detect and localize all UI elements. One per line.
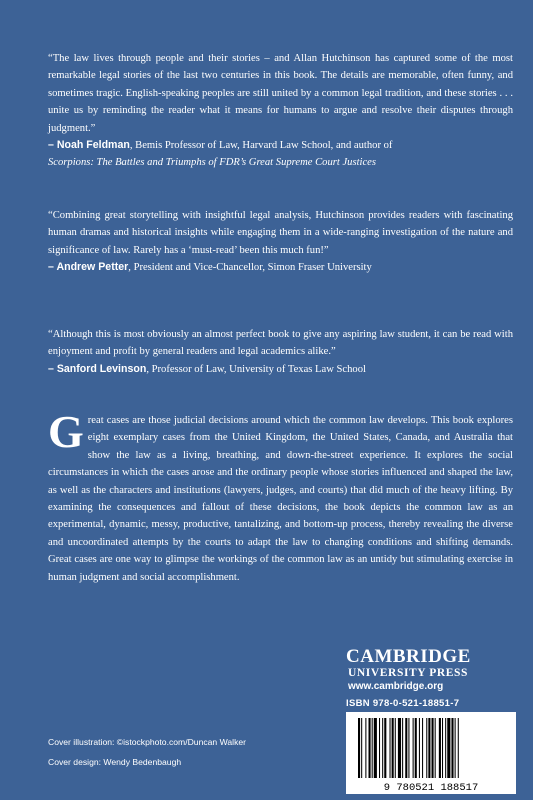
quote-author: – Sanford Levinson	[48, 362, 147, 375]
publisher-logo	[346, 647, 516, 694]
review-quote-petter	[48, 207, 513, 277]
quote-book-title: Scorpions: The Battles and Triumphs of FDR’s Great Supreme Court Justices	[48, 157, 377, 169]
quote-attribution	[48, 259, 513, 276]
barcode	[346, 712, 516, 794]
quote-author: – Noah Feldman	[48, 139, 130, 152]
cover-illustration-credit: Cover illustration: ©istockphoto.com/Duncan Walker	[48, 737, 247, 747]
isbn-label: ISBN 978-0-521-18851-7	[346, 698, 460, 709]
description-text: reat cases are those judicial decisions around which the common law develops. This book explores eight exemplary cases from the United Kingdom, the United States, Canada, and Australia that show the law as a living, breathing, and down-the-street experience. It explores the social circumstances in which the cases arose and the ordinary people whose stories influenced and shaped the law, as well as the characters and institutions (lawyers, judges, and courts) that did much of the heavy lifting. By examining the consequences and fallout of these decisions, the book depicts the common law as an experimental, dynamic, messy, productive, tantalizing, and bottom-up process, thereby revealing the diverse and uncoordinated attempts by the courts to adapt the law to changing conditions and shifting demands. Great cases are one way to glimpse the workings of the common law as an untidy but stimulating exercise in human judgment and social accomplishment.	[48, 415, 513, 583]
barcode-digits: 9 780521 188517	[383, 782, 479, 794]
quote-affiliation: , President and Vice-Chancellor, Simon Fraser University	[128, 262, 372, 274]
review-quote-feldman	[48, 50, 513, 172]
cover-design-credit: Cover design: Wendy Bedenbaugh	[48, 757, 182, 767]
quote-affiliation: , Professor of Law, University of Texas Law School	[146, 363, 366, 375]
publisher-subtitle: UNIVERSITY PRESS	[348, 667, 469, 679]
quote-text: “Combining great storytelling with insightful legal analysis, Hutchinson provides readers with fascinating human dramas and historical insights while engaging them in a wide-ranging investigation of the nature and significance of law. Rarely has a ‘must-read’ been this much fun!”	[48, 210, 513, 256]
quote-affiliation: , Bemis Professor of Law, Harvard Law School, and author of	[129, 140, 393, 152]
quote-text: “The law lives through people and their stories – and Allan Hutchinson has captured some of the most remarkable legal stories of the last two centuries in this book. The details are memorable, often funny, and sometimes tragic. English-speaking peoples are still united by a common legal tradition, and these stories . . . unite us by reminding the reader what it means for humans to argue and resolve their disputes through judgment.”	[48, 53, 513, 134]
book-description	[48, 406, 513, 586]
quote-text: “Although this is most obviously an almost perfect book to give any aspiring law student, it can be read with enjoyment and profit by general readers and legal academics alike.”	[48, 329, 513, 358]
publisher-name: CAMBRIDGE	[346, 646, 471, 667]
quote-attribution	[48, 137, 513, 172]
quote-attribution	[48, 361, 513, 378]
review-quote-levinson	[48, 326, 513, 378]
drop-cap: G	[48, 406, 84, 457]
barcode-bars	[346, 712, 516, 794]
quote-author: – Andrew Petter	[48, 261, 129, 274]
publisher-url: www.cambridge.org	[348, 681, 444, 692]
